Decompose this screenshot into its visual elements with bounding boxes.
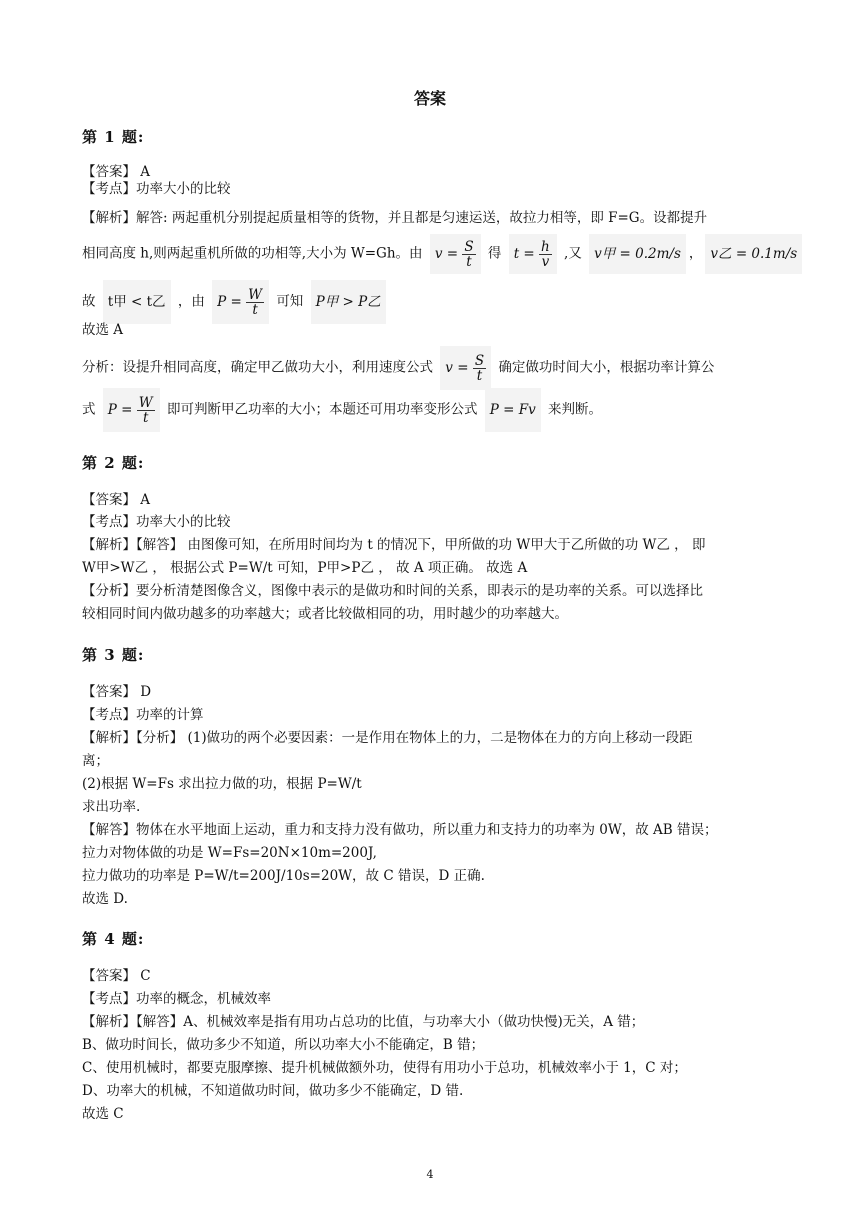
q3-line5: 【解答】物体在水平地面上运动，重力和支持力没有做功，所以重力和支持力的功率为 0W，故 AB 错误； xyxy=(82,822,718,838)
q1-analysis-line2 xyxy=(82,234,798,270)
q4-point: 【考点】功率的概念，机械效率 xyxy=(82,991,271,1007)
v-eq-2: v = xyxy=(445,360,469,376)
frac-den-t: t xyxy=(466,254,472,270)
q4-line2: B、做功时间长，做功多少不知道，所以功率大小不能确定，B 错； xyxy=(82,1037,485,1053)
frac-den-v: v xyxy=(541,254,550,270)
q3-line8: 故选 D. xyxy=(82,891,128,907)
p-eq: P = xyxy=(217,294,242,310)
page-number: 4 xyxy=(426,1168,434,1181)
frac-den-t2: t xyxy=(252,302,258,318)
q2-line1: 【解析】【解答】 由图像可知，在所用时间均为 t 的情况下，甲所做的功 W甲大于乙所做的功 W乙 ， 即 xyxy=(82,537,706,553)
q1-choice: 故选 A xyxy=(82,322,124,338)
fraction-h-over-v xyxy=(539,240,552,269)
q3-heading: 第 3 题: xyxy=(82,646,145,664)
q1-fenxi-line1 xyxy=(82,346,780,386)
q1-line2-text: 相同高度 h,则两起重机所做的功相等,大小为 W=Gh。由 xyxy=(82,245,423,262)
q3-line3: (2)根据 W=Fs 求出拉力做的功，根据 P=W/t xyxy=(82,776,362,792)
q1-answer: 【答案】 A xyxy=(82,164,151,180)
q1-shi: 式 xyxy=(82,401,96,418)
formula-v-s-t xyxy=(430,234,481,274)
q1-you2: ，由 xyxy=(177,293,205,310)
q4-answer: 【答案】 C xyxy=(82,968,151,984)
q1-fenxi-text-c: 即可判断甲乙功率的大小；本题还可用功率变形公式 xyxy=(166,401,478,418)
q4-heading: 第 4 题: xyxy=(82,930,145,948)
q1-fenxi-text-a: 分析：设提升相同高度，确定甲乙做功大小，利用速度公式 xyxy=(82,359,433,376)
formula-t-h-v xyxy=(509,234,557,274)
frac-den-t-3: t xyxy=(476,368,483,384)
q1-comma: ， xyxy=(688,245,703,262)
q1-fenxi-line2 xyxy=(82,388,780,428)
page-title: 答案 xyxy=(413,89,446,108)
fraction-w-over-t xyxy=(246,288,264,317)
q1-kezhi: 可知 xyxy=(276,293,304,310)
q4-line1: 【解析】【解答】A、机械效率是指有用功占总功的比值，与功率大小（做功快慢)无关，A 错； xyxy=(82,1014,645,1030)
frac-num-h: h xyxy=(541,239,550,255)
formula-p-w-t xyxy=(212,280,269,324)
q3-answer: 【答案】 D xyxy=(82,684,152,700)
q1-point: 【考点】功率大小的比较 xyxy=(82,181,231,197)
v-eq: v = xyxy=(434,246,459,262)
formula-v-s-t-2 xyxy=(440,346,491,390)
q1-heading: 第 1 题: xyxy=(82,128,145,146)
frac-den-t-4: t xyxy=(143,410,149,426)
q1-you: ,又 xyxy=(564,245,582,262)
q2-line2: W甲>W乙 ， 根据公式 P=W/t 可知，P甲>P乙 ， 故 A 项正确。 故选 A xyxy=(82,560,528,576)
q1-fenxi-text-d: 来判断。 xyxy=(548,401,603,418)
frac-num-w: W xyxy=(248,287,263,303)
q1-analysis-line3 xyxy=(82,280,780,320)
q1-fenxi-text-b: 确定做功时间大小，根据功率计算公 xyxy=(498,359,715,376)
frac-num-w-2: W xyxy=(138,395,153,411)
q2-answer: 【答案】 A xyxy=(82,492,151,508)
q4-line3: C、使用机械时，都要克服摩擦、提升机械做额外功，使得有用功小于总功，机械效率小于 1，C 对； xyxy=(82,1060,687,1076)
q3-line2: 离； xyxy=(82,753,109,769)
p-compare: P甲 > P乙 xyxy=(311,280,386,324)
v-jia: v甲 = 0.2m/s xyxy=(589,234,686,274)
q4-line4: D、功率大的机械，不知道做功时间，做功多少不能确定，D 错. xyxy=(82,1083,464,1099)
q3-line7: 拉力做功的功率是 P=W/t=200J/10s=20W，故 C 错误，D 正确. xyxy=(82,868,485,884)
fraction-s-over-t xyxy=(462,240,475,269)
formula-p-w-t-2 xyxy=(103,388,160,432)
q3-line4: 求出功率. xyxy=(82,799,141,815)
q2-line3: 【分析】要分析清楚图像含义，图像中表示的是做功和时间的关系，即表示的是功率的关系。可以选择比 xyxy=(82,583,703,599)
q2-line4: 较相同时间内做功越多的功率越大；或者比较做相同的功，用时越少的功率越大。 xyxy=(82,606,568,622)
frac-num-s-2: S xyxy=(474,353,485,369)
q1-gu: 故 xyxy=(82,293,96,310)
q3-point: 【考点】功率的计算 xyxy=(82,707,204,723)
q3-line6: 拉力对物体做的功是 W=Fs=20N×10m=200J, xyxy=(82,845,377,861)
frac-num-s: S xyxy=(464,239,474,255)
p-eq-2: P = xyxy=(107,402,133,418)
fraction-s-over-t-2 xyxy=(473,354,486,383)
t-eq: t = xyxy=(513,246,535,262)
q3-line1: 【解析】【分析】 (1)做功的两个必要因素：一是作用在物体上的力，二是物体在力的方向上移动一段距 xyxy=(82,730,693,746)
formula-p-fv: P = Fv xyxy=(485,388,541,432)
q1-analysis-line1: 【解析】解答: 两起重机分别提起质量相等的货物，并且都是匀速运送，故拉力相等，即 F=G。设都提升 xyxy=(82,210,708,226)
fraction-w-over-t-2 xyxy=(137,396,155,425)
t-compare: t甲 < t乙 xyxy=(103,280,171,324)
q2-point: 【考点】功率大小的比较 xyxy=(82,514,231,530)
q4-line5: 故选 C xyxy=(82,1106,124,1122)
q2-heading: 第 2 题: xyxy=(82,454,145,472)
v-yi: v乙 = 0.1m/s xyxy=(705,234,802,274)
q1-de: 得 xyxy=(487,245,502,262)
